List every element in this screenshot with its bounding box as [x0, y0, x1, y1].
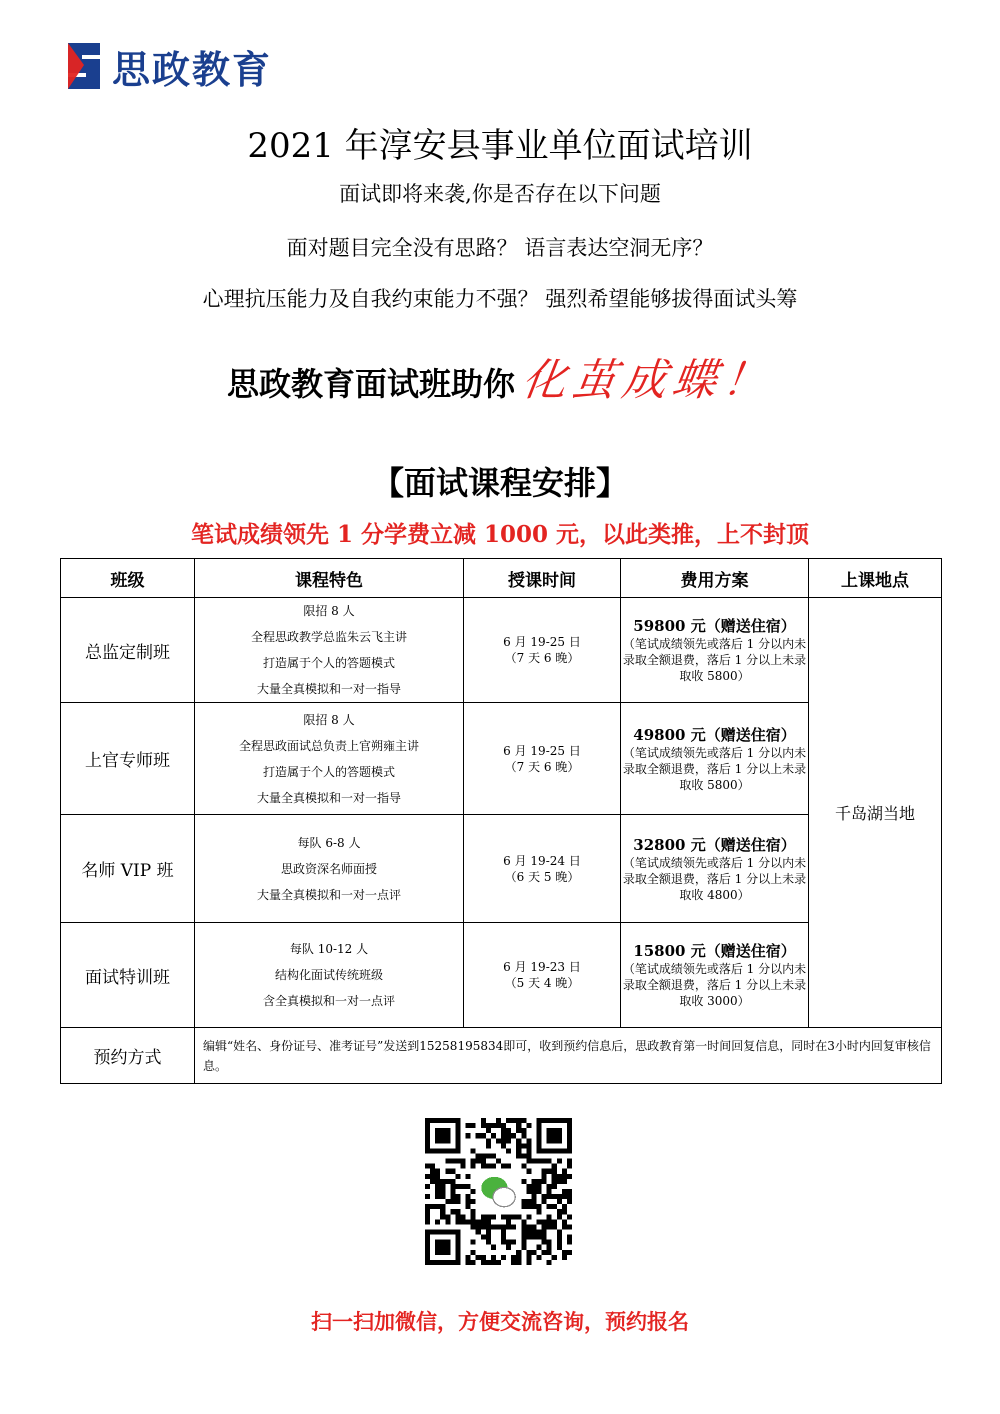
header-class: 班级 — [61, 559, 195, 598]
feature-line: 打造属于个人的答题模式 — [262, 764, 395, 779]
section-title: 【面试课程安排】 — [371, 464, 628, 502]
feature-line: 含全真模拟和一对一点评 — [262, 994, 395, 1008]
header-time: 授课时间 — [464, 559, 621, 598]
feature-line: 大量全真模拟和一对一点评 — [256, 887, 401, 902]
slogan-main: 思政教育面试班助你 — [226, 365, 515, 403]
feature-line: 全程思政面试总负责上官朔雍主讲 — [238, 738, 419, 753]
booking-label: 预约方式 — [61, 1028, 195, 1084]
page-title: 2021 年淳安县事业单位面试培训 — [247, 126, 753, 166]
class-features — [195, 703, 464, 815]
price-amount: 59800 元（赠送住宿） — [633, 617, 796, 635]
table-row — [61, 598, 942, 703]
feature-line: 限招 8 人 — [303, 604, 355, 618]
feature-line: 大量全真模拟和一对一指导 — [256, 682, 401, 696]
class-price — [621, 598, 809, 703]
header-location: 上课地点 — [809, 559, 942, 598]
price-amount: 15800 元（赠送住宿） — [633, 942, 796, 960]
booking-row — [61, 1028, 942, 1084]
price-amount: 32800 元（赠送住宿） — [633, 835, 796, 854]
promo-text: 笔试成绩领先 1 分学费立减 1000 元，以此类推，上不封顶 — [190, 521, 810, 548]
feature-line: 大量全真模拟和一对一指导 — [256, 790, 401, 805]
table-header-row — [61, 559, 942, 598]
slogan-highlight: 化茧成蝶！ — [518, 355, 776, 406]
class-name: 总监定制班 — [61, 598, 195, 703]
price-note: （笔试成绩领先或落后 1 分以内未录取全额退费，落后 1 分以上未录取收 3000） — [622, 962, 807, 1008]
feature-line: 全程思政教学总监朱云飞主讲 — [250, 630, 407, 644]
feature-line: 打造属于个人的答题模式 — [262, 656, 395, 670]
feature-line: 每队 6-8 人 — [297, 835, 361, 850]
class-name: 上官专师班 — [61, 703, 195, 815]
class-time — [464, 703, 621, 815]
class-name: 名师 VIP 班 — [61, 815, 195, 923]
question-intro: 面试即将来袭,你是否存在以下问题 — [339, 182, 661, 206]
time-duration: （6 天 5 晚） — [504, 869, 580, 884]
class-features — [195, 598, 464, 703]
booking-text: 编辑“姓名、身份证号、准考证号”发送到15258195834即可，收到预约信息后，思政教育第一时间回复信息，同时在3小时内回复审核信息。 — [195, 1028, 942, 1084]
brand-logo — [64, 40, 272, 92]
class-features — [195, 815, 464, 923]
feature-line: 思政资深名师面授 — [280, 861, 377, 876]
class-features — [195, 923, 464, 1028]
wechat-qr-code — [425, 1118, 572, 1265]
feature-line: 结构化面试传统班级 — [274, 968, 383, 982]
class-time — [464, 923, 621, 1028]
question-line-1: 面对题目完全没有思路？ 语言表达空洞无序？ — [286, 236, 714, 260]
time-duration: （7 天 6 晚） — [504, 759, 580, 774]
price-note: （笔试成绩领先或落后 1 分以内未录取全额退费，落后 1 分以上未录取收 4800） — [622, 855, 807, 902]
time-dates: 6 月 19-25 日 — [503, 635, 581, 649]
time-duration: （7 天 6 晚） — [504, 651, 580, 665]
class-price — [621, 923, 809, 1028]
class-time — [464, 815, 621, 923]
time-dates: 6 月 19-25 日 — [503, 743, 581, 758]
price-note: （笔试成绩领先或落后 1 分以内未录取全额退费，落后 1 分以上未录取收 5800） — [622, 745, 807, 792]
feature-line: 每队 10-12 人 — [289, 942, 369, 956]
scan-prompt: 扫一扫加微信，方便交流咨询，预约报名 — [311, 1309, 689, 1334]
class-price — [621, 703, 809, 815]
wechat-icon — [478, 1171, 519, 1212]
course-schedule-table — [60, 558, 942, 1084]
class-price — [621, 815, 809, 923]
price-note: （笔试成绩领先或落后 1 分以内未录取全额退费，落后 1 分以上未录取收 5800） — [622, 637, 807, 683]
question-line-2: 心理抗压能力及自我约束能力不强？ 强烈希望能够拔得面试头筹 — [202, 287, 798, 311]
brand-name: 思政教育 — [112, 47, 273, 92]
class-location: 千岛湖当地 — [809, 598, 942, 1028]
slogan — [0, 344, 1000, 408]
header-price: 费用方案 — [621, 559, 809, 598]
class-time — [464, 598, 621, 703]
time-dates: 6 月 19-24 日 — [503, 853, 581, 868]
header-features: 课程特色 — [195, 559, 464, 598]
logo-s-icon — [64, 41, 104, 91]
feature-line: 限招 8 人 — [303, 712, 355, 727]
time-duration: （5 天 4 晚） — [504, 976, 580, 990]
class-name: 面试特训班 — [61, 923, 195, 1028]
price-amount: 49800 元（赠送住宿） — [633, 725, 796, 744]
time-dates: 6 月 19-23 日 — [503, 960, 581, 974]
